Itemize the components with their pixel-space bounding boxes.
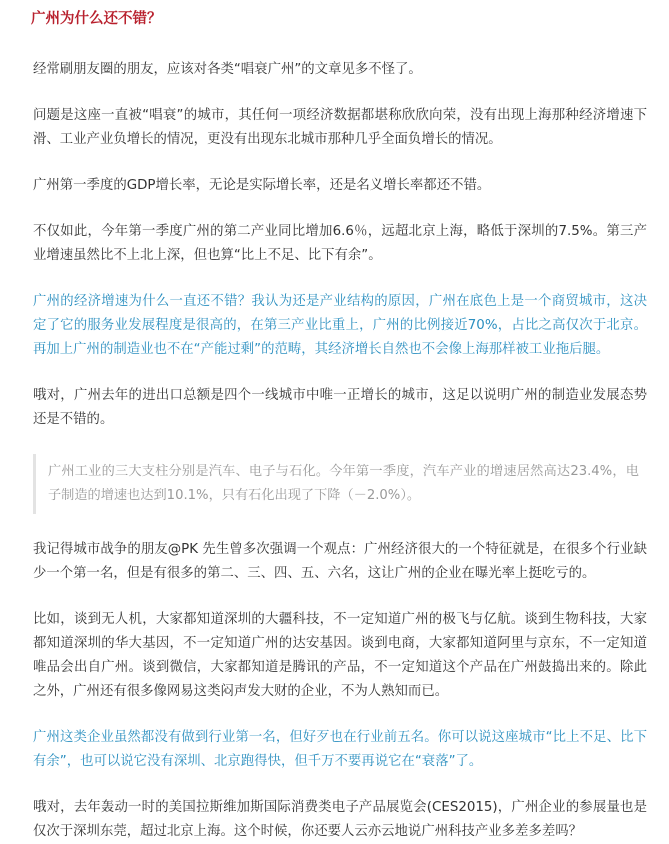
paragraph-intro: 经常刷朋友圈的朋友，应该对各类“唱衰广州”的文章见多不怪了。 — [33, 62, 422, 77]
paragraph-trade: 哦对，广州去年的进出口总额是四个一线城市中唯一正增长的城市，这足以说明广州的制造业发展态势还是不错的。 — [33, 388, 647, 427]
paragraph-ces: 哦对，去年轰动一时的美国拉斯维加斯国际消费类电子产品展览会(CES2015)，广州企业的参展量也是仅次于深圳东莞，超过北京上海。这个时候，你还要人云亦云地说广州科技产业多差多差吗？ — [33, 800, 647, 839]
paragraph-pk-viewpoint: 我记得城市战争的朋友@PK 先生曾多次强调一个观点：广州经济很大的一个特征就是，在很多个行业缺少一个第一名，但是有很多的第二、三、四、五、六名，这让广州的企业在曝光率上挺吃亏的。 — [33, 542, 647, 581]
blockquote — [33, 454, 647, 514]
paragraph-examples: 比如，谈到无人机，大家都知道深圳的大疆科技，不一定知道广州的极飞与亿航。谈到生物科技，大家都知道深圳的华大基因，不一定知道广州的达安基因。谈到电商，大家都知道阿里与京东，不一定知道唯品会出自广州。谈到微信，大家都知道是腾讯的产品，不一定知道这个产品在广州鼓捣出来的。除此之外，广州还有很多像网易这类闷声发大财的企业，不为人熟知而已。 — [33, 612, 647, 699]
paragraph-highlight-top-five: 广州这类企业虽然都没有做到行业第一名，但好歹也在行业前五名。你可以说这座城市“比上不足、比下有余”，也可以说它没有深圳、北京跑得快，但千万不要再说它在“衰落”了。 — [33, 730, 647, 769]
paragraph-industry-growth: 不仅如此，今年第一季度广州的第二产业同比增加6.6％，远超北京上海，略低于深圳的7.5%。第三产业增速虽然比不上北上深，但也算“比上不足、比下有余”。 — [33, 224, 647, 263]
paragraph-highlight-structure: 广州的经济增速为什么一直还不错？我认为还是产业结构的原因，广州在底色上是一个商贸城市，这决定了它的服务业发展程度是很高的，在第三产业比重上，广州的比例接近70%，占比之高仅次于北京。再加上广州的制造业也不在“产能过剩”的范畴，其经济增长自然也不会像上海那样被工业拖后腿。 — [33, 294, 647, 357]
article-title: 广州为什么还不错？ — [31, 11, 162, 27]
blockquote-text: 广州工业的三大支柱分别是汽车、电子与石化。今年第一季度，汽车产业的增速居然高达23.4%，电子制造的增速也达到10.1%，只有石化出现了下降（－2.0%）。 — [48, 464, 639, 503]
paragraph-gdp: 广州第一季度的GDP增长率，无论是实际增长率，还是名义增长率都还不错。 — [33, 178, 491, 193]
paragraph-problem: 问题是这座一直被“唱衰”的城市，其任何一项经济数据都堪称欣欣向荣，没有出现上海那种经济增速下滑、工业产业负增长的情况，更没有出现东北城市那种几乎全面负增长的情况。 — [33, 108, 647, 147]
